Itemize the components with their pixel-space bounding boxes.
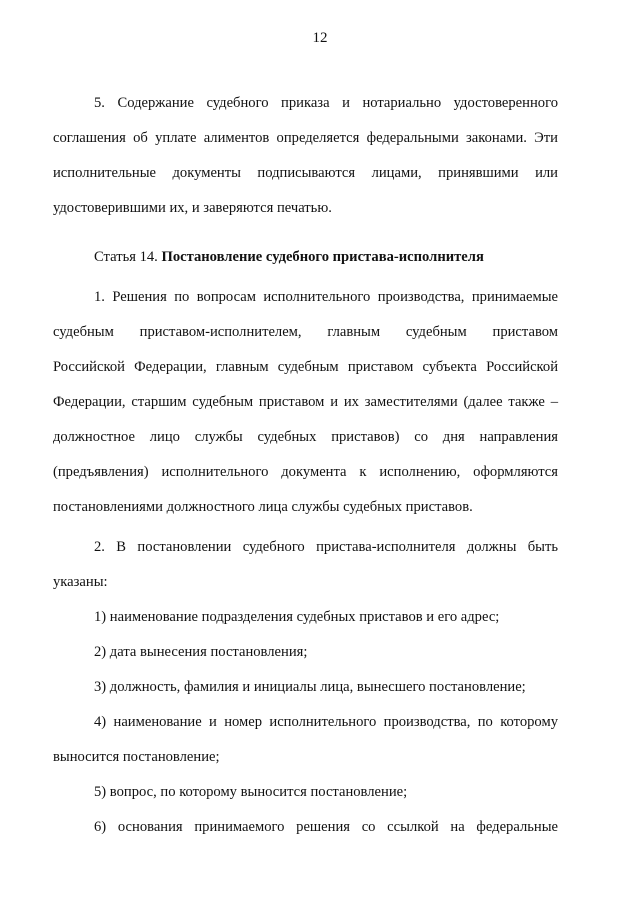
- page-number: 12: [312, 30, 328, 46]
- list-item: 5) вопрос, по которому выносится постановление;: [94, 784, 408, 800]
- paragraph-1: [53, 280, 558, 525]
- list-item: 3) должность, фамилия и инициалы лица, вынесшего постановление;: [94, 679, 526, 695]
- text-line: 2. В постановлении судебного пристава-исполнителя должны быть: [94, 539, 558, 555]
- text-line: 5. Содержание судебного приказа и нотариально удостоверенного: [94, 95, 558, 111]
- article-heading-line: [53, 240, 558, 275]
- text-line: выносится постановление;: [53, 749, 220, 765]
- text-line: Федерации, старшим судебным приставом и их заместителями (далее также –: [53, 394, 558, 410]
- text-line: должностное лицо службы судебных приставов) со дня направления: [53, 429, 558, 445]
- list-item: 1) наименование подразделения судебных приставов и его адрес;: [94, 609, 500, 625]
- text-line: удостоверившими их, и заверяются печатью.: [53, 200, 332, 216]
- text-line: постановлениями должностного лица службы судебных приставов.: [53, 499, 473, 515]
- text-line: (предъявления) исполнительного документа к исполнению, оформляются: [53, 464, 558, 480]
- article-heading: [53, 240, 558, 275]
- list-item: 2) дата вынесения постановления;: [94, 644, 308, 660]
- article-title: Постановление судебного пристава-исполнителя: [161, 249, 484, 265]
- text-line: соглашения об уплате алиментов определяется федеральными законами. Эти: [53, 130, 558, 146]
- paragraph-5: [53, 86, 558, 226]
- article-label: Статья 14.: [94, 249, 158, 265]
- text-line: 1. Решения по вопросам исполнительного производства, принимаемые: [94, 289, 558, 305]
- text-line: исполнительные документы подписываются лицами, принявшими или: [53, 165, 558, 181]
- paragraph-2: [53, 530, 558, 845]
- text-line: судебным приставом-исполнителем, главным судебным приставом: [53, 324, 558, 340]
- text-line: Российской Федерации, главным судебным приставом субъекта Российской: [53, 359, 558, 375]
- list-item: 6) основания принимаемого решения со ссылкой на федеральные: [94, 819, 558, 835]
- list-item: 4) наименование и номер исполнительного производства, по которому: [94, 714, 558, 730]
- text-line: указаны:: [53, 574, 108, 590]
